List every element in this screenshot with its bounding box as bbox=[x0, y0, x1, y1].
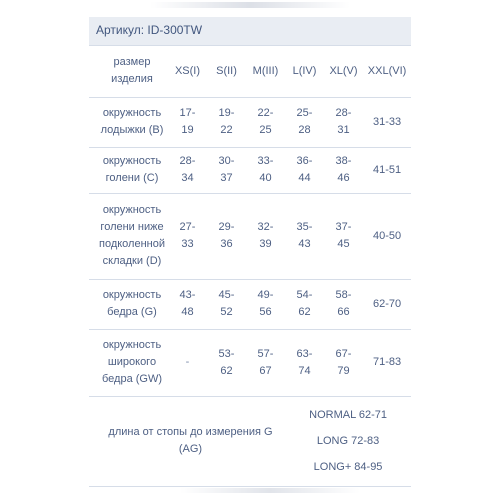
table-cell: 38- 46 bbox=[324, 147, 363, 193]
length-options bbox=[285, 396, 411, 486]
length-label: длина от стопы до измерения G (AG) bbox=[89, 396, 285, 486]
table-cell: 19- 22 bbox=[207, 97, 246, 147]
size-s: S(II) bbox=[207, 45, 246, 97]
table-cell: 53- 62 bbox=[207, 329, 246, 396]
table-row-calf bbox=[89, 147, 411, 193]
size-row-label: размер изделия bbox=[89, 45, 168, 97]
size-xs: XS(I) bbox=[168, 45, 207, 97]
article-header: Артикул: ID-300TW bbox=[89, 17, 411, 45]
table-cell: 25- 28 bbox=[285, 97, 324, 147]
table-row-wide-thigh bbox=[89, 329, 411, 396]
table-cell: 54- 62 bbox=[285, 279, 324, 329]
row-label: окружность бедра (G) bbox=[89, 279, 168, 329]
table-cell: 22- 25 bbox=[246, 97, 285, 147]
table-row-length bbox=[89, 396, 411, 486]
table-cell: 36- 44 bbox=[285, 147, 324, 193]
table-cell: 63- 74 bbox=[285, 329, 324, 396]
size-l: L(IV) bbox=[285, 45, 324, 97]
row-label: окружность лодыжки (B) bbox=[89, 97, 168, 147]
table-cell: 28- 34 bbox=[168, 147, 207, 193]
table-cell: 33- 40 bbox=[246, 147, 285, 193]
length-long: LONG 72-83 bbox=[316, 434, 380, 447]
table-cell: 37- 45 bbox=[324, 193, 363, 279]
size-xl: XL(V) bbox=[324, 45, 363, 97]
size-chart-table bbox=[89, 17, 411, 487]
row-label: окружность широкого бедра (GW) bbox=[89, 329, 168, 396]
table-cell: 67- 79 bbox=[324, 329, 363, 396]
table-cell: 30- 37 bbox=[207, 147, 246, 193]
table-row-ankle bbox=[89, 97, 411, 147]
table-row-below-knee bbox=[89, 193, 411, 279]
table-row-thigh bbox=[89, 279, 411, 329]
table-cell: 35- 43 bbox=[285, 193, 324, 279]
size-m: M(III) bbox=[246, 45, 285, 97]
size-row bbox=[89, 45, 411, 97]
table-cell: 31-33 bbox=[363, 97, 411, 147]
length-normal: NORMAL 62-71 bbox=[309, 408, 387, 421]
row-label: окружность голени (C) bbox=[89, 147, 168, 193]
table-cell: 32- 39 bbox=[246, 193, 285, 279]
table-cell: 45- 52 bbox=[207, 279, 246, 329]
bottom-edge-shadow bbox=[180, 488, 360, 493]
length-long-plus: LONG+ 84-95 bbox=[313, 460, 383, 473]
table-cell: 29- 36 bbox=[207, 193, 246, 279]
size-xxl: XXL(VI) bbox=[363, 45, 411, 97]
table-cell: 71-83 bbox=[363, 329, 411, 396]
table-cell: 41-51 bbox=[363, 147, 411, 193]
table-cell: 49- 56 bbox=[246, 279, 285, 329]
table-cell: 28- 31 bbox=[324, 97, 363, 147]
table-cell: 43- 48 bbox=[168, 279, 207, 329]
table-cell: 17- 19 bbox=[168, 97, 207, 147]
table-cell: 58- 66 bbox=[324, 279, 363, 329]
row-label: окружность голени ниже подколенной складки (D) bbox=[89, 193, 168, 279]
table-cell: 62-70 bbox=[363, 279, 411, 329]
table-cell: 40-50 bbox=[363, 193, 411, 279]
table-cell: 27- 33 bbox=[168, 193, 207, 279]
top-edge-shadow bbox=[150, 2, 350, 8]
table-cell: 57- 67 bbox=[246, 329, 285, 396]
table-cell-empty: - bbox=[168, 329, 207, 396]
